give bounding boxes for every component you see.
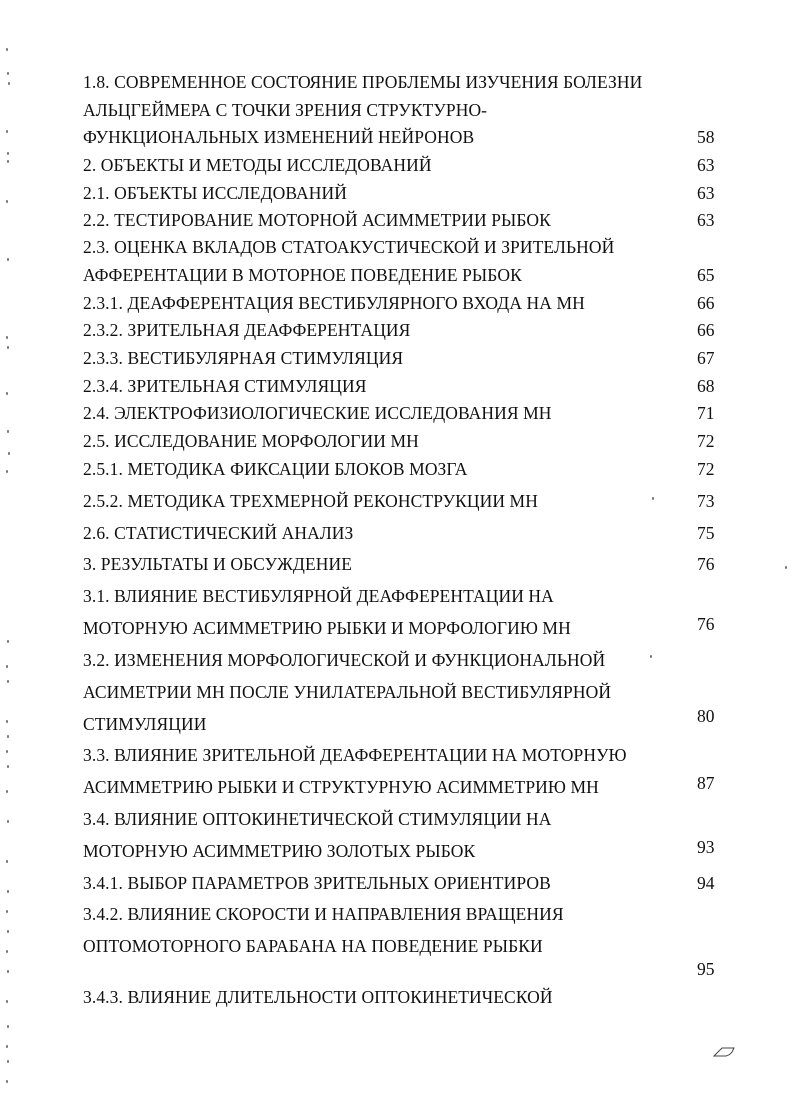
toc-entry-2-5-2: 2.5.2. МЕТОДИКА ТРЕХМЕРНОЙ РЕКОНСТРУКЦИИ МН (83, 491, 538, 511)
toc-entry-3-4-2-page: 95 (697, 959, 715, 979)
toc-entry-2-5-2-page: 73 (697, 491, 715, 511)
toc-entry-2-page: 63 (697, 155, 715, 175)
toc-entry-3-4-2-line-2: ОПТОМОТОРНОГО БАРАБАНА НА ПОВЕДЕНИЕ РЫБКИ (83, 936, 543, 956)
toc-entry-1-8-line-3: ФУНКЦИОНАЛЬНЫХ ИЗМЕНЕНИЙ НЕЙРОНОВ (83, 127, 475, 147)
toc-entry-3-1-page: 76 (697, 614, 715, 634)
toc-entry-3-1-line-1: 3.1. ВЛИЯНИЕ ВЕСТИБУЛЯРНОЙ ДЕАФФЕРЕНТАЦИИ НА (83, 586, 554, 606)
toc-entry-2-1: 2.1. ОБЪЕКТЫ ИССЛЕДОВАНИЙ (83, 183, 347, 203)
toc-entry-2-3-page: 65 (697, 265, 715, 285)
toc-entry-2-3-1-page: 66 (697, 293, 715, 313)
toc-entry-3-2-page: 80 (697, 706, 715, 726)
toc-entry-3-1-line-2: МОТОРНУЮ АСИММЕТРИЮ РЫБКИ И МОРФОЛОГИЮ МН (83, 618, 571, 638)
toc-entry-3-4-1-page: 94 (697, 873, 715, 893)
toc-entry-3: 3. РЕЗУЛЬТАТЫ И ОБСУЖДЕНИЕ (83, 554, 353, 574)
toc-entry-2-4: 2.4. ЭЛЕКТРОФИЗИОЛОГИЧЕСКИЕ ИССЛЕДОВАНИЯ МН (83, 403, 552, 423)
toc-entry-3-3-line-2: АСИММЕТРИЮ РЫБКИ И СТРУКТУРНУЮ АСИММЕТРИЮ МН (83, 777, 599, 797)
toc-entry-3-4-line-1: 3.4. ВЛИЯНИЕ ОПТОКИНЕТИЧЕСКОЙ СТИМУЛЯЦИИ НА (83, 809, 552, 829)
toc-entry-3-4-3-line-1: 3.4.3. ВЛИЯНИЕ ДЛИТЕЛЬНОСТИ ОПТОКИНЕТИЧЕСКОЙ (83, 987, 553, 1007)
toc-entry-2-3-line-1: 2.3. ОЦЕНКА ВКЛАДОВ СТАТОАКУСТИЧЕСКОЙ И ЗРИТЕЛЬНОЙ (83, 237, 615, 257)
toc-entry-2: 2. ОБЪЕКТЫ И МЕТОДЫ ИССЛЕДОВАНИЙ (83, 155, 432, 175)
toc-entry-3-4-1: 3.4.1. ВЫБОР ПАРАМЕТРОВ ЗРИТЕЛЬНЫХ ОРИЕНТИРОВ (83, 873, 551, 893)
toc-entry-2-3-1: 2.3.1. ДЕАФФЕРЕНТАЦИЯ ВЕСТИБУЛЯРНОГО ВХОДА НА МН (83, 293, 585, 313)
toc-entry-2-2-page: 63 (697, 210, 715, 230)
scan-mark-icon (712, 1046, 736, 1058)
toc-entry-2-6: 2.6. СТАТИСТИЧЕСКИЙ АНАЛИЗ (83, 523, 354, 543)
toc-entry-3-2-line-3: СТИМУЛЯЦИИ (83, 714, 207, 734)
toc-entry-3-2-line-1: 3.2. ИЗМЕНЕНИЯ МОРФОЛОГИЧЕСКОЙ И ФУНКЦИОНАЛЬНОЙ (83, 650, 606, 670)
toc-entry-2-3-3: 2.3.3. ВЕСТИБУЛЯРНАЯ СТИМУЛЯЦИЯ (83, 348, 404, 368)
toc-entry-3-4-2-line-1: 3.4.2. ВЛИЯНИЕ СКОРОСТИ И НАПРАВЛЕНИЯ ВРАЩЕНИЯ (83, 904, 564, 924)
toc-entry-3-3-line-1: 3.3. ВЛИЯНИЕ ЗРИТЕЛЬНОЙ ДЕАФФЕРЕНТАЦИИ НА МОТОРНУЮ (83, 745, 627, 765)
toc-entry-3-4-line-2: МОТОРНУЮ АСИММЕТРИЮ ЗОЛОТЫХ РЫБОК (83, 841, 476, 861)
toc-entry-3-page: 76 (697, 554, 715, 574)
toc-entry-2-2: 2.2. ТЕСТИРОВАНИЕ МОТОРНОЙ АСИММЕТРИИ РЫБОК (83, 210, 551, 230)
toc-entry-2-3-4: 2.3.4. ЗРИТЕЛЬНАЯ СТИМУЛЯЦИЯ (83, 376, 367, 396)
toc-entry-2-3-2: 2.3.2. ЗРИТЕЛЬНАЯ ДЕАФФЕРЕНТАЦИЯ (83, 320, 411, 340)
toc-entry-2-5-page: 72 (697, 431, 715, 451)
toc-entry-1-8-line-2: АЛЬЦГЕЙМЕРА С ТОЧКИ ЗРЕНИЯ СТРУКТУРНО- (83, 100, 488, 120)
toc-entry-1-8-page: 58 (697, 127, 715, 147)
toc-entry-2-3-3-page: 67 (697, 348, 715, 368)
toc-entry-2-6-page: 75 (697, 523, 715, 543)
toc-entry-3-3-page: 87 (697, 773, 715, 793)
toc-entry-3-2-line-2: АСИМЕТРИИ МН ПОСЛЕ УНИЛАТЕРАЛЬНОЙ ВЕСТИБУЛЯРНОЙ (83, 682, 612, 702)
toc-entry-2-1-page: 63 (697, 183, 715, 203)
toc-entry-2-5: 2.5. ИССЛЕДОВАНИЕ МОРФОЛОГИИ МН (83, 431, 419, 451)
toc-entry-2-3-4-page: 68 (697, 376, 715, 396)
toc-entry-2-3-line-2: АФФЕРЕНТАЦИИ В МОТОРНОЕ ПОВЕДЕНИЕ РЫБОК (83, 265, 522, 285)
toc-entry-2-5-1: 2.5.1. МЕТОДИКА ФИКСАЦИИ БЛОКОВ МОЗГА (83, 459, 468, 479)
toc-entry-2-4-page: 71 (697, 403, 715, 423)
toc-entry-2-5-1-page: 72 (697, 459, 715, 479)
toc-entry-3-4-page: 93 (697, 837, 715, 857)
toc-entry-1-8-line-1: 1.8. СОВРЕМЕННОЕ СОСТОЯНИЕ ПРОБЛЕМЫ ИЗУЧЕНИЯ БОЛЕЗНИ (83, 72, 643, 92)
toc-entry-2-3-2-page: 66 (697, 320, 715, 340)
